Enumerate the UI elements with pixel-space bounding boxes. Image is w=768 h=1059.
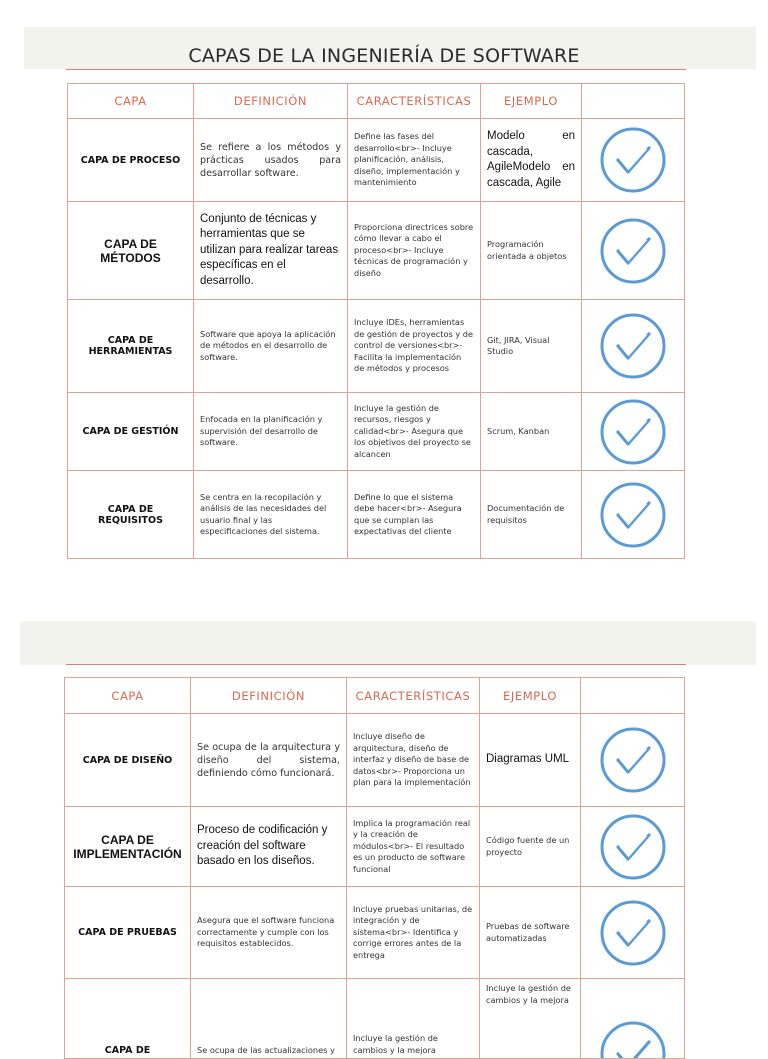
check-cell (581, 979, 685, 1059)
layer-example: Scrum, Kanban (481, 393, 582, 471)
layer-definition: Se refiere a los métodos y prácticas usados para desarrollar software. (194, 119, 348, 202)
checkmark-circle-icon (597, 479, 669, 551)
layer-name: CAPA DE REQUISITOS (68, 471, 194, 559)
check-cell (581, 714, 685, 807)
header-ejemplo: EJEMPLO (480, 678, 581, 714)
checkmark-circle-icon (597, 1018, 669, 1058)
checkmark-circle-icon (597, 215, 669, 287)
layer-characteristics: Implica la programación real y la creación de módulos<br>- El resultado es un producto de software funcional (347, 807, 480, 887)
title-divider (66, 69, 686, 70)
layer-example: Documentación de requisitos (481, 471, 582, 559)
checkmark-circle-icon (597, 811, 669, 883)
layer-definition: Conjunto de técnicas y herramientas que se utilizan para realizar tareas específicas en el desarrollo. (194, 202, 348, 300)
layers-table-1 (67, 83, 685, 559)
check-cell (582, 300, 685, 393)
layer-example: Programación orientada a objetos (481, 202, 582, 300)
table-header-row (68, 84, 685, 119)
layer-characteristics: Incluye la gestión de cambios y la mejora (347, 979, 480, 1059)
layer-name: CAPA DE DISEÑO (65, 714, 191, 807)
checkmark-circle-icon (597, 897, 669, 969)
layer-name: CAPA DE PRUEBAS (65, 887, 191, 979)
layer-definition: Software que apoya la aplicación de métodos en el desarrollo de software. (194, 300, 348, 393)
layer-characteristics: Incluye IDEs, herramientas de gestión de proyectos y de control de versiones<br>- Facilita la implementación de métodos y procesos (348, 300, 481, 393)
layer-name: CAPA DE HERRAMIENTAS (68, 300, 194, 393)
layer-definition: Proceso de codificación y creación del software basado en los diseños. (191, 807, 347, 887)
table-row (68, 119, 685, 202)
check-cell (582, 393, 685, 471)
table-row (65, 714, 685, 807)
checkmark-circle-icon (597, 124, 669, 196)
table-row (65, 979, 685, 1059)
layer-name: CAPA DE PROCESO (68, 119, 194, 202)
layer-example: Modelo en cascada, AgileModelo en cascada, Agile (481, 119, 582, 202)
layer-definition: Se centra en la recopilación y análisis de las necesidades del usuario final y las especificaciones del sistema. (194, 471, 348, 559)
checkmark-circle-icon (597, 396, 669, 468)
header-capa: CAPA (68, 84, 194, 119)
layer-name: CAPA DE GESTIÓN (68, 393, 194, 471)
layer-definition: Se ocupa de las actualizaciones y (191, 979, 347, 1059)
layer-characteristics: Incluye pruebas unitarias, de integración y de sistema<br>- Identifica y corrige errores antes de la entrega (347, 887, 480, 979)
layer-example: Git, JIRA, Visual Studio (481, 300, 582, 393)
table-row (68, 393, 685, 471)
checkmark-circle-icon (597, 724, 669, 796)
header-definicion: DEFINICIÓN (194, 84, 348, 119)
page2-title-band (20, 621, 756, 665)
layer-characteristics: Define lo que el sistema debe hacer<br>- Asegura que se cumplan las expectativas del cliente (348, 471, 481, 559)
layer-characteristics: Define las fases del desarrollo<br>- Incluye planificación, análisis, diseño, implementación y mantenimiento (348, 119, 481, 202)
checkmark-circle-icon (597, 310, 669, 382)
check-cell (581, 887, 685, 979)
layer-characteristics: Incluye diseño de arquitectura, diseño de interfaz y diseño de base de datos<br>- Proporciona un plan para la implementación (347, 714, 480, 807)
header-caracteristicas: CARACTERÍSTICAS (348, 84, 481, 119)
layer-name: CAPA DE (65, 979, 191, 1059)
header-check (582, 84, 685, 119)
layers-table-2 (64, 677, 685, 1059)
page-title: CAPAS DE LA INGENIERÍA DE SOFTWARE (188, 45, 580, 67)
layer-example: Código fuente de un proyecto (480, 807, 581, 887)
layer-characteristics: Proporciona directrices sobre cómo llevar a cabo el proceso<br>- Incluye técnicas de programación y diseño (348, 202, 481, 300)
check-cell (582, 119, 685, 202)
table-row (68, 202, 685, 300)
layer-name: CAPA DE IMPLEMENTACIÓN (65, 807, 191, 887)
check-cell (582, 471, 685, 559)
check-cell (581, 807, 685, 887)
table-row (68, 300, 685, 393)
layer-definition: Se ocupa de la arquitectura y diseño del sistema, definiendo cómo funcionará. (191, 714, 347, 807)
header-definicion: DEFINICIÓN (191, 678, 347, 714)
table-header-row (65, 678, 685, 714)
layer-characteristics: Incluye la gestión de recursos, riesgos y calidad<br>- Asegura que los objetivos del proyecto se alcancen (348, 393, 481, 471)
header-caracteristicas: CARACTERÍSTICAS (347, 678, 480, 714)
check-cell (582, 202, 685, 300)
layer-example: Incluye la gestión de cambios y la mejora (480, 979, 581, 1059)
layer-name: CAPA DE MÉTODOS (68, 202, 194, 300)
table-row (65, 887, 685, 979)
layer-example: Pruebas de software automatizadas (480, 887, 581, 979)
layer-definition: Enfocada en la planificación y supervisión del desarrollo de software. (194, 393, 348, 471)
table-row (65, 807, 685, 887)
layer-example: Diagramas UML (480, 714, 581, 807)
header-capa: CAPA (65, 678, 191, 714)
header-ejemplo: EJEMPLO (481, 84, 582, 119)
title-divider (66, 664, 686, 665)
header-check (581, 678, 685, 714)
table-row (68, 471, 685, 559)
layer-definition: Asegura que el software funciona correctamente y cumple con los requisitos establecidos. (191, 887, 347, 979)
